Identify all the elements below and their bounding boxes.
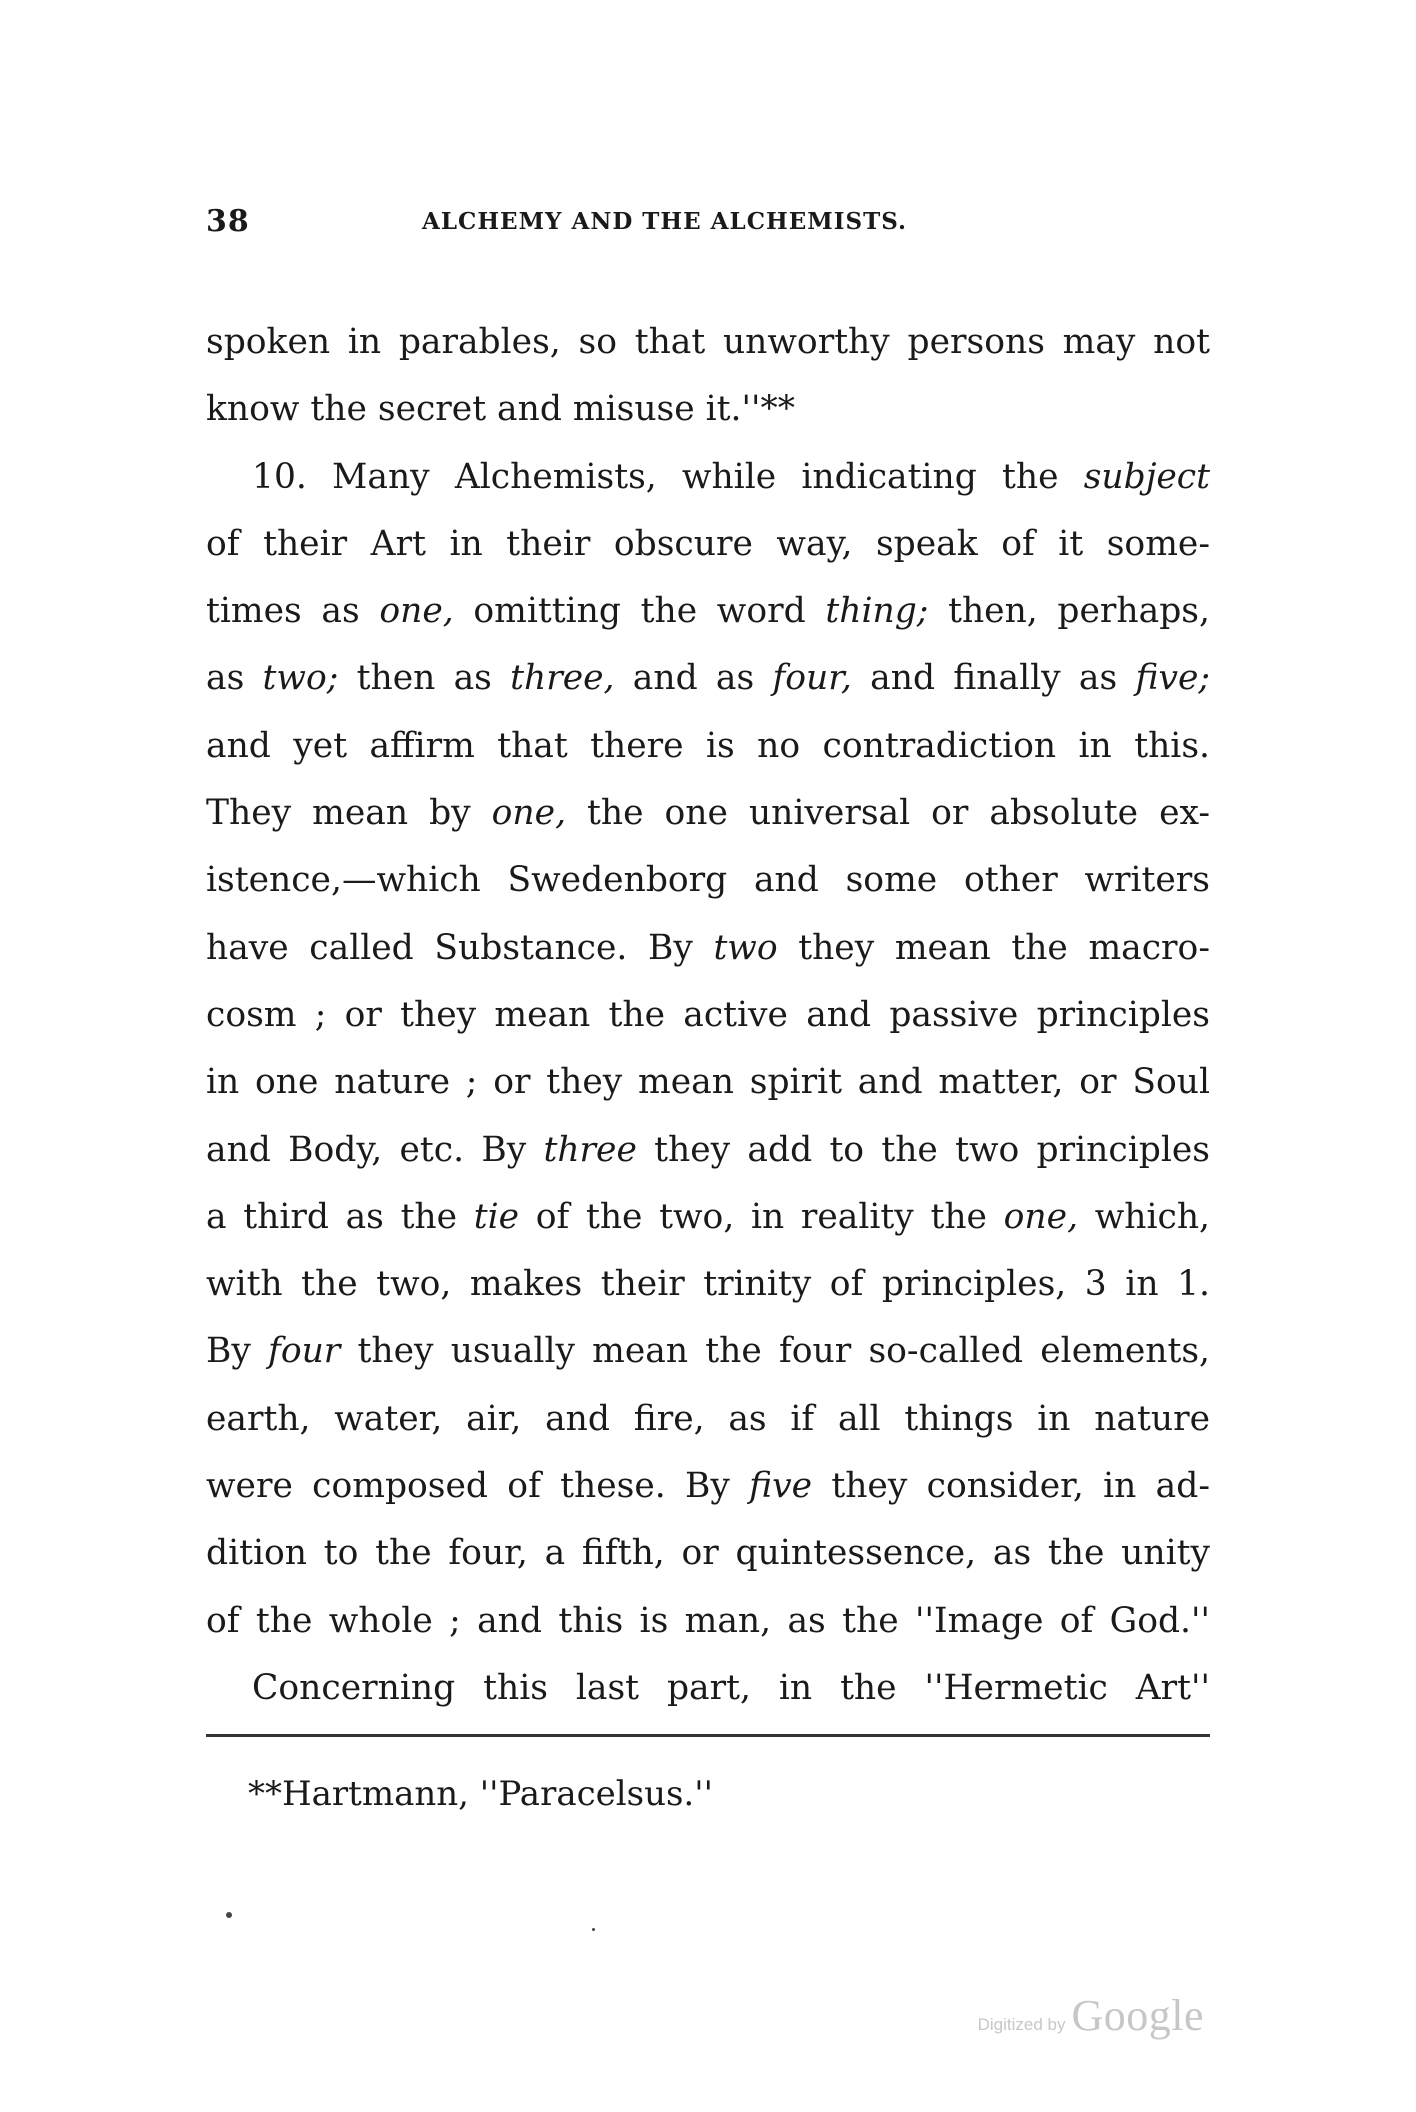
text-run: and as (614, 658, 773, 699)
italic-word: tie (473, 1196, 520, 1237)
text-run: a third as the (206, 1196, 474, 1237)
text-run: 10. Many Alchemists, while indicating the (252, 456, 1084, 497)
text-run: omitting the word (453, 591, 826, 632)
scan-speck (592, 1928, 595, 1931)
text-line (206, 780, 1210, 847)
text-line (206, 713, 1210, 780)
running-head (206, 204, 1210, 244)
text-line (206, 1251, 1210, 1318)
text-line (206, 982, 1210, 1049)
text-run: as (206, 658, 263, 699)
italic-word: four, (772, 658, 852, 699)
text-line (206, 309, 1210, 376)
text-line (206, 511, 1210, 578)
text-run: they add to the two principles (636, 1129, 1210, 1170)
text-run: have called Substance. By (206, 927, 714, 968)
text-run: know the secret and misuse it.''** (206, 389, 795, 430)
text-run: of their Art in their obscure way, speak of it some- (206, 523, 1210, 564)
italic-word: two (713, 927, 778, 968)
text-run: then as (338, 658, 511, 699)
text-run: were composed of these. By (206, 1466, 750, 1507)
text-run: then, perhaps, (928, 591, 1210, 632)
text-line (206, 444, 1210, 511)
scan-speck (226, 1912, 232, 1918)
text-line (206, 915, 1210, 982)
italic-word: one, (491, 793, 567, 834)
text-line (206, 1318, 1210, 1385)
text-run: cosm ; or they mean the active and passive principles (206, 994, 1210, 1035)
text-run: in one nature ; or they mean spirit and matter, or Soul (206, 1062, 1210, 1103)
footnote-rule (206, 1734, 1210, 1737)
text-run: and yet affirm that there is no contradiction in this. (206, 725, 1210, 766)
text-line (206, 578, 1210, 645)
text-run: They mean by (206, 793, 492, 834)
text-line (206, 376, 1210, 443)
text-run: spoken in parables, so that unworthy persons may not (206, 322, 1210, 362)
text-run: By (206, 1331, 269, 1372)
watermark-small-text: Digitized by (977, 2015, 1066, 2034)
text-run: of the two, in reality the (519, 1196, 1004, 1237)
italic-word: subject (1083, 456, 1210, 497)
text-run: and finally as (851, 658, 1136, 699)
text-run: they mean the macro- (777, 927, 1210, 968)
text-line (206, 1453, 1210, 1520)
italic-word: three (543, 1129, 637, 1170)
text-line (206, 847, 1210, 914)
text-line (206, 645, 1210, 712)
italic-word: three, (510, 658, 615, 699)
text-run: with the two, makes their trinity of principles, 3 in 1. (206, 1264, 1210, 1305)
page-number: 38 (206, 204, 250, 239)
text-line (206, 1520, 1210, 1587)
running-title: ALCHEMY AND THE ALCHEMISTS. (422, 208, 908, 235)
text-run: which, (1078, 1196, 1211, 1237)
italic-word: two; (262, 658, 339, 699)
text-line (206, 1049, 1210, 1116)
text-run: istence,—which Swedenborg and some other writers (206, 860, 1210, 901)
text-run: and Body, etc. By (206, 1129, 544, 1170)
italic-word: one, (1003, 1196, 1079, 1237)
footnote: **Hartmann, ''Paracelsus.'' (248, 1774, 713, 1814)
text-run: earth, water, air, and fire, as if all things in nature (206, 1398, 1210, 1439)
text-line (206, 1184, 1210, 1251)
text-run: times as (206, 591, 380, 632)
body-text (206, 309, 1210, 1722)
text-line (206, 1117, 1210, 1184)
text-run: they usually mean the four so-called elements, (340, 1331, 1210, 1372)
google-watermark (978, 1990, 1204, 2040)
google-logo: Google (1071, 1991, 1204, 2040)
italic-word: thing; (825, 591, 929, 632)
text-run: the one universal or absolute ex- (566, 793, 1210, 834)
text-run: dition to the four, a fifth, or quintessence, as the unity (206, 1533, 1210, 1574)
text-run: they consider, in ad- (812, 1466, 1210, 1507)
text-line (206, 1386, 1210, 1453)
text-line (206, 1655, 1210, 1722)
text-run: of the whole ; and this is man, as the ''Image of God.'' (206, 1600, 1210, 1641)
italic-word: five (749, 1466, 813, 1507)
text-run: Concerning this last part, in the ''Hermetic Art'' (252, 1667, 1210, 1708)
italic-word: four (268, 1331, 341, 1372)
italic-word: one, (379, 591, 454, 632)
text-line (206, 1588, 1210, 1655)
italic-word: five; (1135, 658, 1210, 699)
